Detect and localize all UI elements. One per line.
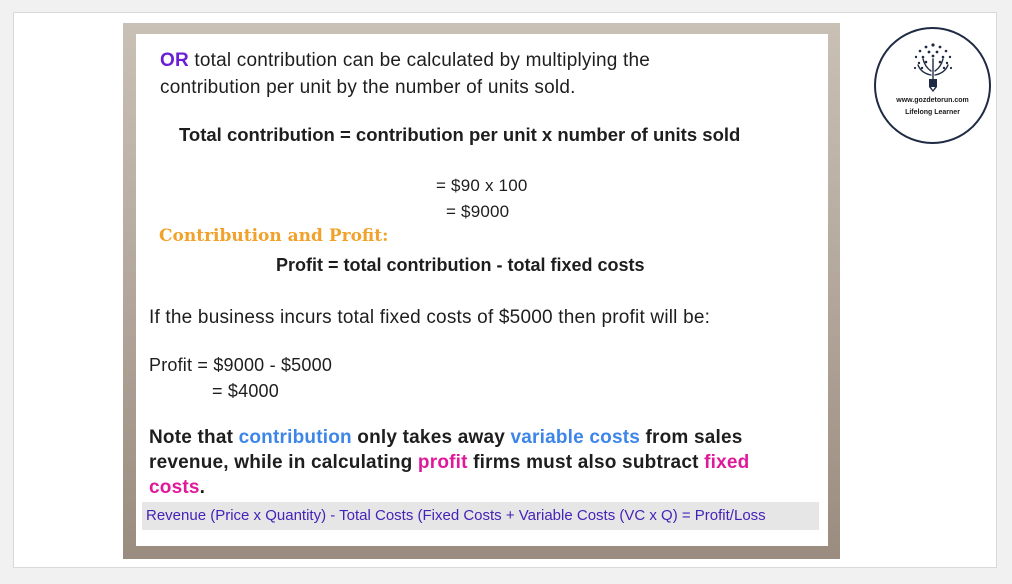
formula-total-contribution: Total contribution = contribution per unit x number of units sold	[179, 124, 741, 145]
note-period: .	[199, 477, 206, 498]
note-text: only takes away	[351, 427, 511, 448]
or-keyword: OR	[160, 50, 189, 71]
profit-calc-line-1: Profit = $9000 - $5000	[149, 355, 333, 375]
calc-line-1: = $90 x 100	[436, 176, 528, 195]
logo-badge	[874, 27, 991, 144]
logo-tagline: Lifelong Learner	[905, 109, 960, 116]
intro-line-1	[160, 50, 650, 72]
note-variable-costs: variable costs	[510, 427, 641, 448]
summary-formula-bar: Revenue (Price x Quantity) - Total Costs (Fixed Costs + Variable Costs (VC x Q) = Profit/Loss	[142, 502, 819, 530]
formula-profit: Profit = total contribution - total fixed costs	[276, 255, 645, 275]
note-text: revenue, while in calculating	[149, 452, 418, 473]
note-line-1	[149, 427, 743, 449]
intro-line-2: contribution per unit by the number of units sold.	[160, 77, 576, 98]
note-text: firms must also subtract	[467, 452, 705, 473]
note-profit: profit	[417, 452, 468, 473]
tree-pencil-icon	[911, 41, 955, 98]
note-text: Note that	[149, 427, 239, 448]
note-costs: costs	[149, 477, 200, 498]
section-heading: Contribution and Profit:	[159, 226, 389, 246]
profit-calc-line-2: = $4000	[212, 381, 279, 401]
logo-url: www.gozdetorun.com	[896, 97, 969, 104]
note-contribution: contribution	[238, 427, 352, 448]
note-text: from sales	[640, 427, 743, 448]
scenario-text: If the business incurs total fixed costs of $5000 then profit will be:	[149, 307, 711, 328]
note-fixed: fixed	[704, 452, 750, 473]
note-line-3	[149, 477, 205, 499]
note-line-2	[149, 452, 749, 474]
intro-line-1-text: total contribution can be calculated by multiplying the	[194, 50, 651, 71]
calc-line-2: = $9000	[446, 202, 510, 221]
